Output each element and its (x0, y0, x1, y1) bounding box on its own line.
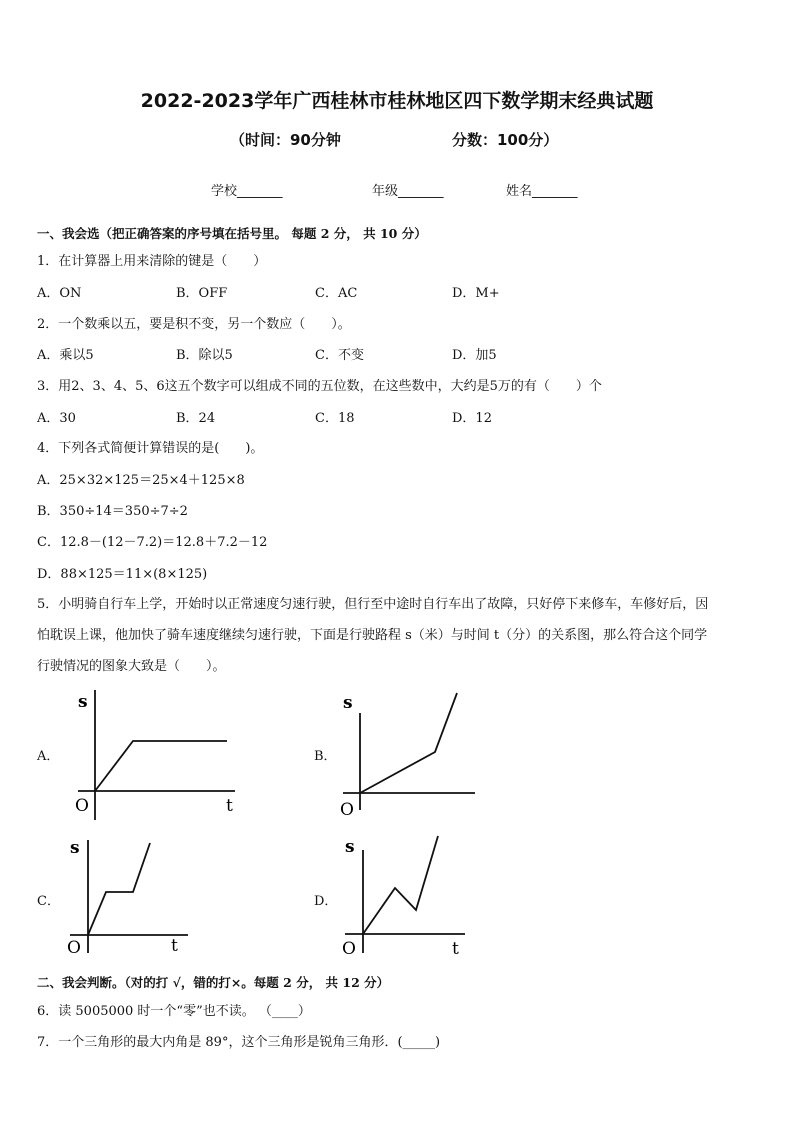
question-1: 1．在计算器上用来清除的键是（ ） (37, 254, 267, 269)
graph-a-x-label: t (226, 796, 233, 816)
q3-option-a: A．30 (37, 411, 76, 426)
page-title: 2022-2023学年广西桂林市桂林地区四下数学期末经典试题 (140, 90, 654, 112)
graph-d-origin: O (342, 939, 356, 959)
graph-d-y-label: s (345, 837, 355, 857)
q2-option-b: B．除以5 (176, 348, 233, 363)
question-5-line-3: 行驶情况的图象大致是（ ）。 (37, 659, 226, 674)
name-field: 姓名_______ (506, 184, 578, 199)
section-2-heading: 二、我会判断。（对的打 √，错的打×。每题 2 分， 共 12 分） (37, 975, 390, 990)
school-field: 学校_______ (211, 184, 283, 199)
q3-option-d: D．12 (452, 411, 492, 426)
exam-score: 分数：100分） (452, 131, 559, 149)
question-7: 7．一个三角形的最大内角是 89°，这个三角形是锐角三角形．(_____) (37, 1035, 441, 1050)
graph-a-y-label: s (78, 692, 88, 712)
graph-b-y-label: s (343, 693, 353, 713)
graph-a-label: A． (37, 749, 60, 764)
q1-option-a: A．ON (37, 286, 82, 301)
q4-option-d: D．88×125＝11×(8×125) (37, 567, 208, 582)
graph-c-origin: O (67, 938, 81, 958)
graph-d-label: D． (314, 894, 338, 909)
graph-c-y-label: s (70, 838, 80, 858)
question-2: 2．一个数乘以五，要是积不变，另一个数应（ ）。 (37, 317, 351, 332)
q2-option-c: C．不变 (315, 348, 364, 363)
question-3: 3．用2、3、4、5、6这五个数字可以组成不同的五位数，在这些数中，大约是5万的有（ ）个 (37, 379, 602, 394)
graph-b (335, 685, 485, 825)
q4-option-a: A．25×32×125＝25×4＋125×8 (37, 473, 245, 488)
graph-b-label: B． (314, 749, 337, 764)
q2-option-a: A．乘以5 (37, 348, 94, 363)
question-5-line-2: 怕耽误上课，他加快了骑车速度继续匀速行驶，下面是行驶路程 s（米）与时间 t（分）的关系图，那么符合这个同学 (37, 628, 708, 643)
q1-option-d: D．M+ (452, 286, 500, 301)
q1-option-c: C．AC (315, 286, 358, 301)
exam-time: （时间：90分钟 (230, 131, 341, 149)
graph-d-x-label: t (452, 939, 459, 959)
graph-c-line (88, 843, 150, 935)
q3-option-c: C．18 (315, 411, 355, 426)
graph-d (335, 830, 475, 960)
section-1-heading: 一、我会选（把正确答案的序号填在括号里。 每题 2 分， 共 10 分） (37, 226, 427, 241)
q4-option-c: C．12.8－(12－7.2)＝12.8＋7.2－12 (37, 535, 268, 550)
graph-a-origin: O (75, 796, 89, 816)
graph-a (60, 685, 250, 825)
question-6: 6．读 5005000 时一个“零”也不读。 （____） (37, 1004, 311, 1019)
q4-option-b: B．350÷14＝350÷7÷2 (37, 504, 188, 519)
question-5-line-1: 5．小明骑自行车上学，开始时以正常速度匀速行驶，但行至中途时自行车出了故障，只好停下来修车，车修好后，因 (37, 597, 709, 612)
graph-b-line (360, 693, 457, 793)
graph-a-line (95, 741, 227, 791)
graph-c-label: C． (37, 894, 60, 909)
q3-option-b: B．24 (176, 411, 216, 426)
graph-c (60, 835, 200, 960)
graph-c-x-label: t (171, 936, 178, 956)
question-4: 4．下列各式简便计算错误的是( )。 (37, 441, 264, 456)
q2-option-d: D．加5 (452, 348, 497, 363)
graph-b-origin: O (340, 800, 354, 820)
graph-d-line (363, 836, 438, 934)
q1-option-b: B．OFF (176, 286, 228, 301)
grade-field: 年级_______ (372, 184, 444, 199)
